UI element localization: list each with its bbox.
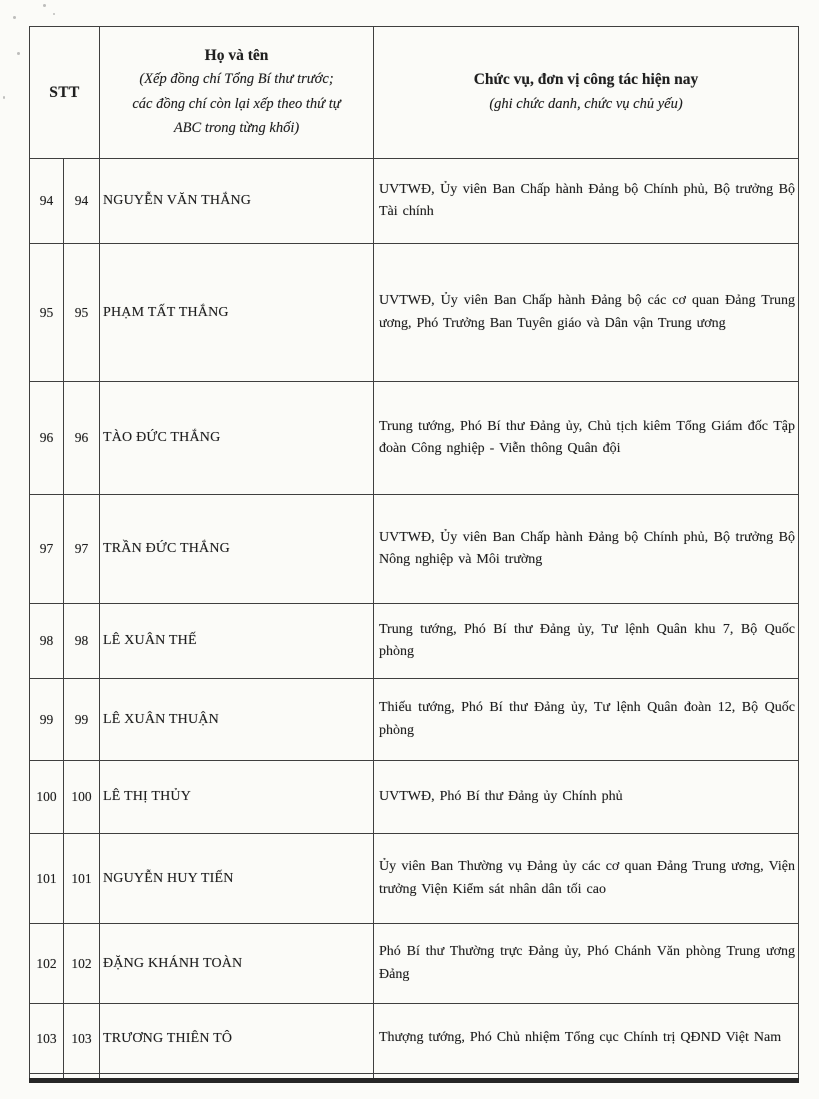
position-cell: Thượng tướng, Phó Chủ nhiệm Tổng cục Chính trị QĐND Việt Nam	[374, 1004, 799, 1074]
row-index-cell-primary: 94	[30, 159, 64, 244]
person-name-cell: TRƯƠNG THIÊN TÔ	[100, 1004, 374, 1074]
row-index-cell-secondary: 97	[64, 495, 100, 604]
scan-speck	[3, 96, 5, 99]
person-name-cell: TRẦN ĐỨC THẮNG	[100, 495, 374, 604]
position-cell: UVTWĐ, Phó Bí thư Đảng ủy Chính phủ	[374, 761, 799, 834]
table-row	[30, 924, 799, 1004]
person-name-cell: PHẠM TẤT THẮNG	[100, 244, 374, 382]
scan-speck	[13, 16, 16, 19]
position-cell: UVTWĐ, Ủy viên Ban Chấp hành Đảng bộ Chính phủ, Bộ trưởng Bộ Tài chính	[374, 159, 799, 244]
row-index-cell-secondary: 99	[64, 679, 100, 761]
table-row	[30, 1004, 799, 1074]
table-header-row	[30, 27, 799, 159]
person-name-cell: TÀO ĐỨC THẮNG	[100, 382, 374, 495]
stt-column-label: STT	[49, 83, 80, 101]
row-index-cell-primary: 95	[30, 244, 64, 382]
row-index-cell-primary: 101	[30, 834, 64, 924]
row-index-cell-primary: 96	[30, 382, 64, 495]
header-cell-stt	[30, 27, 100, 159]
position-cell: Trung tướng, Phó Bí thư Đảng ủy, Chủ tịch kiêm Tổng Giám đốc Tập đoàn Công nghiệp - Viễn thông Quân đội	[374, 382, 799, 495]
table-row	[30, 382, 799, 495]
position-cell: Phó Bí thư Thường trực Đảng ủy, Phó Chánh Văn phòng Trung ương Đảng	[374, 924, 799, 1004]
person-name-cell: ĐẶNG KHÁNH TOÀN	[100, 924, 374, 1004]
stub-cell	[30, 1074, 64, 1081]
person-name-cell: LÊ XUÂN THẾ	[100, 604, 374, 679]
person-name-cell: LÊ THỊ THỦY	[100, 761, 374, 834]
scan-speck	[17, 52, 20, 55]
name-note-line-3: ABC trong từng khối)	[173, 119, 300, 136]
scan-speck	[53, 13, 55, 15]
name-note-line-1: (Xếp đồng chí Tổng Bí thư trước;	[139, 71, 334, 88]
row-index-cell-primary: 102	[30, 924, 64, 1004]
position-cell: Ủy viên Ban Thường vụ Đảng ủy các cơ quan Đảng Trung ương, Viện trưởng Viện Kiểm sát nhân dân tối cao	[374, 834, 799, 924]
personnel-table	[29, 26, 799, 1083]
row-index-cell-secondary: 94	[64, 159, 100, 244]
table-row	[30, 834, 799, 924]
position-cell: UVTWĐ, Ủy viên Ban Chấp hành Đảng bộ Chính phủ, Bộ trưởng Bộ Nông nghiệp và Môi trường	[374, 495, 799, 604]
position-cell: UVTWĐ, Ủy viên Ban Chấp hành Đảng bộ các cơ quan Đảng Trung ương, Phó Trưởng Ban Tuyên giáo và Dân vận Trung ương	[374, 244, 799, 382]
scan-speck	[43, 4, 46, 7]
stub-cell	[100, 1074, 374, 1081]
table-row	[30, 679, 799, 761]
table-row	[30, 495, 799, 604]
table-row	[30, 244, 799, 382]
position-cell: Trung tướng, Phó Bí thư Đảng ủy, Tư lệnh Quân khu 7, Bộ Quốc phòng	[374, 604, 799, 679]
row-index-cell-secondary: 101	[64, 834, 100, 924]
row-index-cell-primary: 98	[30, 604, 64, 679]
stub-cell	[64, 1074, 100, 1081]
row-index-cell-primary: 103	[30, 1004, 64, 1074]
row-index-cell-secondary: 98	[64, 604, 100, 679]
header-cell-name	[100, 27, 374, 159]
table-row	[30, 604, 799, 679]
row-index-cell-secondary: 100	[64, 761, 100, 834]
table-row	[30, 761, 799, 834]
row-index-cell-secondary: 103	[64, 1004, 100, 1074]
name-column-title: Họ và tên	[204, 46, 269, 64]
row-index-cell-secondary: 102	[64, 924, 100, 1004]
table-bottom-stub-row	[30, 1074, 799, 1081]
person-name-cell: NGUYỄN VĂN THẮNG	[100, 159, 374, 244]
position-column-note: (ghi chức danh, chức vụ chủ yếu)	[489, 95, 683, 112]
table-row	[30, 159, 799, 244]
row-index-cell-primary: 100	[30, 761, 64, 834]
row-index-cell-secondary: 95	[64, 244, 100, 382]
row-index-cell-secondary: 96	[64, 382, 100, 495]
header-cell-position	[374, 27, 799, 159]
name-column-note	[102, 67, 371, 140]
person-name-cell: NGUYỄN HUY TIẾN	[100, 834, 374, 924]
name-note-line-2: các đồng chí còn lại xếp theo thứ tự	[132, 95, 341, 112]
position-column-title: Chức vụ, đơn vị công tác hiện nay	[473, 71, 699, 89]
row-index-cell-primary: 99	[30, 679, 64, 761]
person-name-cell: LÊ XUÂN THUẬN	[100, 679, 374, 761]
position-cell: Thiếu tướng, Phó Bí thư Đảng ủy, Tư lệnh Quân đoàn 12, Bộ Quốc phòng	[374, 679, 799, 761]
stub-cell	[374, 1074, 799, 1081]
row-index-cell-primary: 97	[30, 495, 64, 604]
